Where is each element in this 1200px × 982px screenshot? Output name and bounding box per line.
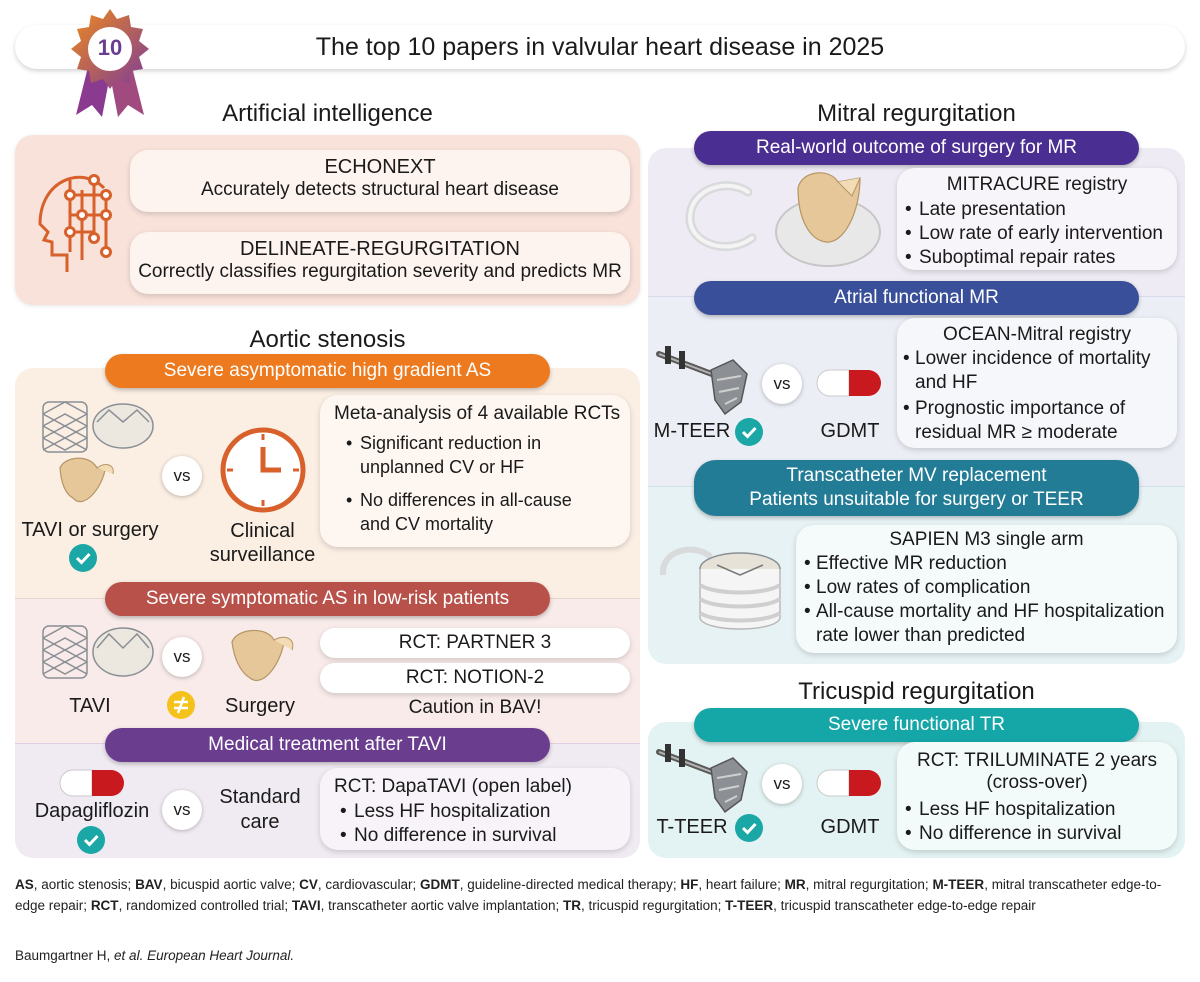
triluminate-title-line-1: RCT: TRILUMINATE 2 years (916, 750, 1157, 771)
check-icon (77, 826, 105, 854)
tteer-clip-device-icon (655, 738, 760, 818)
not-equal-icon (166, 690, 196, 720)
abbreviation-definition: , tricuspid regurgitation; (581, 898, 726, 913)
abbreviation-definition: , guideline-directed medical therapy; (459, 877, 681, 892)
header-title-pill (15, 25, 1185, 69)
abbreviation-definition: , mitral transcatheter edge-to-edge repair; (15, 877, 1162, 913)
mitral-section-title: Mitral regurgitation (817, 100, 1016, 127)
standard-label: Standard (219, 786, 301, 808)
aortic-bar-asymptomatic: Severe asymptomatic high gradient AS (105, 354, 550, 388)
tavi-label: TAVI (69, 695, 111, 717)
vs-badge: vs (162, 456, 202, 496)
citation (15, 945, 294, 966)
abbreviation-key: TR (563, 898, 582, 913)
abbreviation-key: AS (15, 877, 34, 892)
bullet-dot: • (804, 577, 811, 598)
meta-bullet-1-line-1: Significant reduction in (360, 433, 542, 453)
mitral-bar-tmvr (694, 460, 1139, 516)
surveillance-label: surveillance (209, 544, 316, 566)
ocean-mitral-card (897, 318, 1177, 448)
dapatavi-bullet: • No difference in survival (338, 824, 556, 848)
ocean-mitral-title: OCEAN-Mitral registry (943, 324, 1131, 345)
sapien-card (796, 525, 1177, 653)
notion2-label: RCT: NOTION-2 (405, 667, 545, 688)
dapatavi-card (320, 768, 630, 850)
page-title: The top 10 papers in valvular heart disease in 2025 (315, 33, 885, 61)
tricuspid-bar: Severe functional TR (694, 708, 1139, 742)
abbreviation-key: RCT (90, 898, 119, 913)
abbreviation-key: GDMT (419, 877, 460, 892)
tmvr-bar-line-2: Patients unsuitable for surgery or TEER (749, 489, 1084, 510)
bullet-dot: • (804, 553, 811, 574)
surgical-valve-icon (222, 622, 302, 692)
abbreviation-key: T-TEER (725, 898, 774, 913)
bullet-dot: • (346, 433, 353, 453)
ocean-bullet-1-line-2: and HF (915, 372, 978, 393)
triluminate-bullet: • No difference in survival (903, 822, 1121, 846)
citation-journal: et al. European Heart Journal. (114, 948, 295, 963)
pill-capsule-icon (815, 768, 883, 798)
tricuspid-section-title: Tricuspid regurgitation (798, 678, 1035, 705)
gdmt-label: GDMT (820, 420, 880, 442)
mitral-bar-surgery: Real-world outcome of surgery for MR (694, 131, 1139, 165)
bullet-dot: • (346, 490, 353, 510)
abbreviation-definition: , cardiovascular; (317, 877, 420, 892)
abbreviation-definition: , heart failure; (698, 877, 785, 892)
sapien-bullet-1: Effective MR reduction (816, 553, 1007, 574)
sapien-bullet-3-line-2: rate lower than predicted (816, 625, 1026, 646)
mitracure-bullet: • Low rate of early intervention (903, 222, 1163, 246)
echonext-title: ECHONEXT (324, 156, 436, 178)
abbreviation-definition: , bicuspid aortic valve; (162, 877, 300, 892)
pill-capsule-icon (815, 368, 883, 398)
sapien-title: SAPIEN M3 single arm (889, 529, 1084, 550)
mitracure-title: MITRACURE registry (946, 174, 1128, 195)
sapien-bullet-2: Low rates of complication (816, 577, 1031, 598)
tavi-valve-icon (35, 398, 155, 513)
ocean-bullet-2-line-1: Prognostic importance of (915, 398, 1126, 419)
abbreviation-key: HF (680, 877, 699, 892)
tmvr-bar-line-1: Transcatheter MV replacement (786, 465, 1047, 486)
gdmt-label: GDMT (820, 816, 880, 838)
bullet-dot: • (903, 398, 910, 419)
award-badge-number: 10 (97, 35, 123, 60)
delineate-title: DELINEATE-REGURGITATION (239, 238, 521, 260)
bullet-dot: • (804, 601, 811, 622)
tteer-label: T-TEER (656, 816, 728, 838)
clinical-label: Clinical (230, 520, 295, 542)
mitracure-card (897, 168, 1177, 270)
ocean-bullet-1-line-1: Lower incidence of mortality (915, 348, 1151, 369)
dapatavi-bullets (338, 800, 556, 848)
aortic-bar-medical: Medical treatment after TAVI (105, 728, 550, 762)
abbreviation-key: CV (299, 877, 318, 892)
meta-bullet-2-line-2: and CV mortality (360, 514, 494, 534)
abbreviation-definition: , transcatheter aortic valve implantation; (320, 898, 564, 913)
aortic-bar-symptomatic: Severe symptomatic AS in low-risk patients (105, 582, 550, 616)
delineate-card (130, 232, 630, 294)
bioprosthetic-valve-icon (768, 160, 888, 272)
dapatavi-bullet: • Less HF hospitalization (338, 800, 556, 824)
mitracure-bullets (903, 198, 1163, 270)
tavi-or-surgery-label: TAVI or surgery (21, 519, 159, 541)
annuloplasty-ring-icon (678, 172, 768, 262)
mteer-label: M-TEER (653, 420, 731, 442)
vs-badge: vs (762, 764, 802, 804)
clock-icon (218, 425, 308, 515)
triluminate-card (897, 742, 1177, 850)
care-label: care (240, 811, 280, 833)
mteer-clip-device-icon (655, 340, 760, 420)
abbreviation-key: MR (784, 877, 806, 892)
triluminate-bullets (903, 798, 1121, 846)
abbreviation-key: BAV (135, 877, 163, 892)
meta-bullet-2-line-1: No differences in all-cause (360, 490, 572, 510)
partner3-label: RCT: PARTNER 3 (398, 632, 552, 653)
bullet-dot: • (903, 348, 910, 369)
pill-capsule-icon (58, 768, 126, 798)
ocean-bullet-2-line-2: residual MR ≥ moderate (915, 422, 1118, 443)
mitracure-bullet: • Late presentation (903, 198, 1163, 222)
vs-badge: vs (162, 790, 202, 830)
tavi-valve-icon (35, 620, 155, 690)
echonext-text: Accurately detects structural heart disease (200, 179, 559, 200)
mitracure-bullet: • Suboptimal repair rates (903, 246, 1163, 270)
ai-section-title: Artificial intelligence (222, 100, 433, 127)
ai-brain-head-icon (22, 160, 122, 280)
echonext-card (130, 150, 630, 212)
abbreviation-definition: , mitral regurgitation; (805, 877, 933, 892)
abbreviation-key: TAVI (291, 898, 321, 913)
abbreviation-definition: , tricuspid transcatheter edge-to-edge repair (773, 898, 1036, 913)
delineate-text: Correctly classifies regurgitation severity and predicts MR (138, 261, 622, 282)
triluminate-title-line-2: (cross-over) (986, 772, 1088, 793)
partner3-card (320, 628, 630, 658)
abbreviation-definition: , randomized controlled trial; (118, 898, 292, 913)
notion2-card (320, 663, 630, 693)
vs-badge: vs (162, 637, 202, 677)
sapien-bullet-3-line-1: All-cause mortality and HF hospitalization (816, 601, 1165, 622)
mitral-bar-atrial: Atrial functional MR (694, 281, 1139, 315)
abbreviation-key: M-TEER (932, 877, 985, 892)
caution-bav-text: Caution in BAV! (408, 697, 542, 718)
abbreviation-definition: , aortic stenosis; (33, 877, 136, 892)
meta-bullet-1-line-2: unplanned CV or HF (360, 457, 525, 477)
check-icon (735, 418, 763, 446)
abbreviations-footnote (15, 874, 1180, 916)
dapatavi-title: RCT: DapaTAVI (open label) (334, 776, 572, 797)
aortic-section-title: Aortic stenosis (249, 326, 406, 353)
dapagliflozin-label: Dapagliflozin (34, 800, 150, 822)
triluminate-bullet: • Less HF hospitalization (903, 798, 1121, 822)
meta-analysis-title: Meta-analysis of 4 available RCTs (334, 403, 621, 424)
check-icon (69, 544, 97, 572)
meta-analysis-card (320, 395, 630, 547)
check-icon (735, 814, 763, 842)
citation-author: Baumgartner H, (15, 948, 115, 963)
surgery-label: Surgery (224, 695, 296, 717)
sapien-m3-valve-icon (655, 535, 795, 645)
vs-badge: vs (762, 364, 802, 404)
